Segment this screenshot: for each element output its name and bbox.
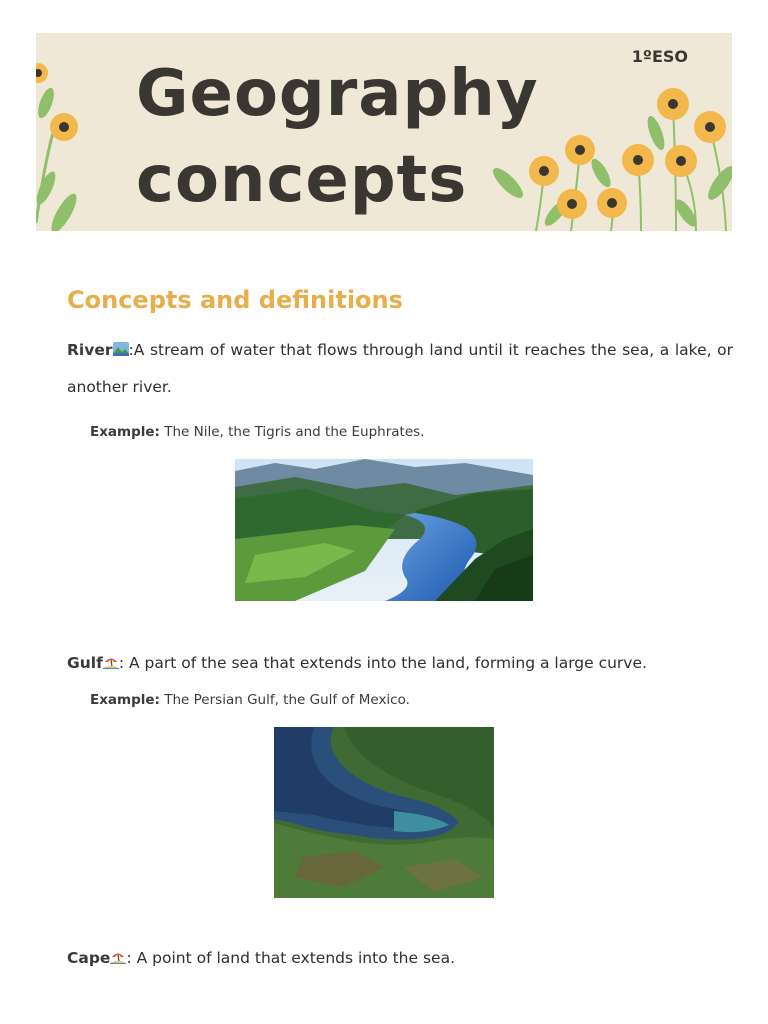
river-photo bbox=[235, 459, 533, 601]
concept-gulf bbox=[67, 645, 733, 682]
page-title bbox=[136, 51, 539, 223]
concept-example bbox=[90, 424, 424, 440]
concept-definition: A point of land that extends into the sea. bbox=[131, 949, 456, 967]
landscape-emoji-icon bbox=[113, 342, 129, 356]
header-banner bbox=[36, 33, 732, 231]
concept-separator: : bbox=[128, 341, 134, 359]
concept-definition: A stream of water that flows through land until it reaches the sea, a lake, or another river. bbox=[67, 341, 733, 396]
concept-term: Gulf bbox=[67, 654, 103, 672]
beach-umbrella-icon bbox=[110, 950, 126, 964]
concept-separator: : bbox=[126, 949, 132, 967]
grade-label: 1ºESO bbox=[631, 47, 688, 66]
concept-term: Cape bbox=[67, 949, 111, 967]
concept-river bbox=[67, 332, 733, 406]
title-line: concepts bbox=[136, 143, 468, 217]
flower-icon bbox=[36, 63, 81, 231]
beach-umbrella-icon bbox=[103, 655, 119, 669]
section-heading: Concepts and definitions bbox=[67, 286, 403, 314]
example-text: The Nile, the Tigris and the Euphrates. bbox=[159, 424, 425, 440]
gulf-photo bbox=[274, 727, 494, 898]
concept-example bbox=[90, 692, 410, 708]
example-label: Example: bbox=[90, 424, 160, 440]
title-line: Geography bbox=[136, 57, 539, 131]
example-label: Example: bbox=[90, 692, 160, 708]
concept-definition: A part of the sea that extends into the land, forming a large curve. bbox=[124, 654, 647, 672]
example-text: The Persian Gulf, the Gulf of Mexico. bbox=[159, 692, 410, 708]
concept-term: River bbox=[67, 341, 113, 359]
concept-separator: : bbox=[118, 654, 125, 672]
concept-cape bbox=[67, 940, 733, 977]
